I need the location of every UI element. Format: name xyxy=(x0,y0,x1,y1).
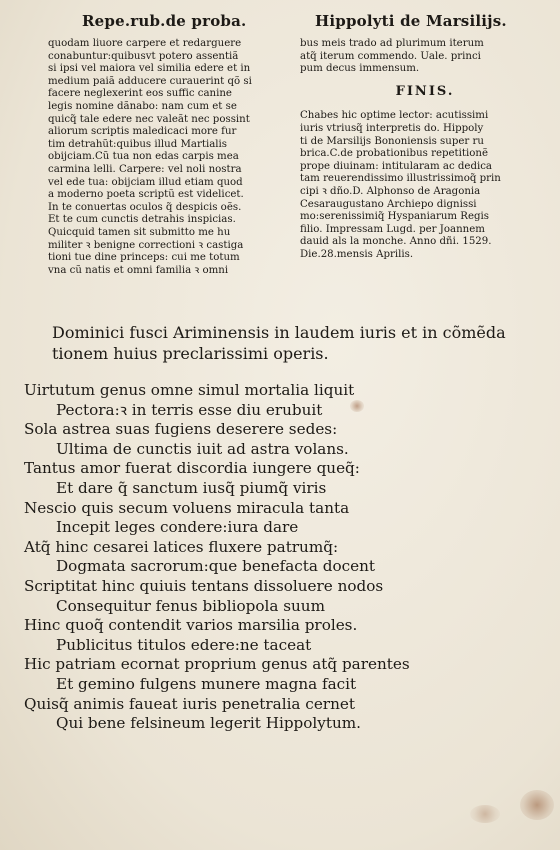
left-line: quicq̃ tale edere nec valeãt nec possint xyxy=(48,113,250,125)
right-line: atq̃ iterum commendo. Uale. princi xyxy=(300,50,481,62)
water-stain xyxy=(470,805,500,823)
verse-line: Incepit leges condere:iura dare xyxy=(56,518,299,537)
water-stain xyxy=(520,790,554,820)
verse-line: Tantus amor fuerat discordia iungere queq̃: xyxy=(24,459,360,478)
finis-mark: FINIS. xyxy=(395,83,455,99)
left-line: medium paiã adducere curauerint qõ si xyxy=(48,75,252,87)
running-header-right: Hippolyti de Marsilijs. xyxy=(315,12,507,30)
colophon-line: Chabes hic optime lector: acutissimi xyxy=(300,110,489,122)
poem-verses xyxy=(24,381,544,734)
left-line: Et te cum cunctis detrahis inspicias. xyxy=(48,214,236,226)
poem-heading xyxy=(52,322,552,364)
left-line: si ipsi vel maiora vel similia edere et in xyxy=(48,63,251,75)
left-line: facere neglexerint eos suffic canine xyxy=(48,88,232,100)
left-line: Quicquid tamen sit submitto me hu xyxy=(48,226,231,238)
verse-line: Nescio quis secum voluens miracula tanta xyxy=(24,498,350,517)
left-line: obijciam.Cũ tua non edas carpis mea xyxy=(48,151,239,163)
verse-line: Atq̃ hinc cesarei latices fluxere patrumq̃: xyxy=(24,537,339,556)
colophon-line: dauid als la monche. Anno dñi. 1529. xyxy=(300,236,492,248)
verse-line: Sola astrea suas fugiens deserere sedes: xyxy=(24,420,338,439)
right-text-column xyxy=(300,38,550,262)
verse-line: Hic patriam ecornat proprium genus atq̃ parentes xyxy=(24,655,410,674)
verse-line: Et dare q̃ sanctum iusq̃ piumq̃ viris xyxy=(56,478,327,497)
left-line: carmina lelli. Carpere: vel noli nostra xyxy=(48,163,242,175)
poem-heading-line: tionem huius preclarissimi operis. xyxy=(52,344,329,363)
left-line: tim detrahũt:quibus illud Martialis xyxy=(48,138,228,150)
colophon-line: Die.28.mensis Aprilis. xyxy=(300,248,414,260)
left-line: legis nomine dãnabo: nam cum et se xyxy=(48,100,237,112)
colophon-line: brica.C.de probationibus repetitionẽ xyxy=(300,148,488,160)
colophon-line: iuris vtriusq̃ interpretis do. Hippoly xyxy=(300,122,484,134)
verse-line: Scriptitat hinc quiuis tentans dissoluere nodos xyxy=(24,576,384,595)
colophon-line: tam reuerendissimo illustrissimoq̃ prin xyxy=(300,173,501,185)
verse-line: Consequitur fenus bibliopola suum xyxy=(56,596,325,615)
verse-line: Ultima de cunctis iuit ad astra volans. xyxy=(56,439,349,458)
left-line: In te conuertas oculos q̃ despicis oẽs. xyxy=(48,201,242,213)
verse-line: Dogmata sacrorum:que benefacta docent xyxy=(56,557,376,576)
verse-line: Hinc quoq̃ contendit varios marsilia proles. xyxy=(24,616,358,635)
ink-stain xyxy=(350,400,364,412)
colophon-line: Cesaraugustano Archiepo dignissi xyxy=(300,198,477,210)
right-line: pum decus immensum. xyxy=(300,63,420,75)
running-header-left: Repe.rub.de proba. xyxy=(82,12,247,30)
left-line: tioni tue dine princeps: cui me totum xyxy=(48,252,240,264)
colophon-line: ti de Marsilijs Bononiensis super ru xyxy=(300,135,484,147)
left-line: a moderno poeta scriptũ est videlicet. xyxy=(48,189,244,201)
colophon-line: mo:serenissimiq̃ Hyspaniarum Regis xyxy=(300,211,489,223)
verse-line: Publicitus titulos edere:ne taceat xyxy=(56,635,312,654)
verse-line: Qui bene felsineum legerit Hippolytum. xyxy=(56,714,361,733)
colophon-line: filio. Impressam Lugd. per Joannem xyxy=(300,223,485,235)
left-line: militer ꝛ benigne correctioni ꝛ castiga xyxy=(48,239,244,251)
left-line: vna cũ natis et omni familia ꝛ omni xyxy=(48,264,229,276)
left-text-column xyxy=(48,38,284,277)
left-line: vel ede tua: obijciam illud etiam quod xyxy=(48,176,243,188)
left-line: quodam liuore carpere et redarguere xyxy=(48,38,242,49)
verse-line: Et gemino fulgens munere magna facit xyxy=(56,674,357,693)
verse-line: Quisq̃ animis faueat iuris penetralia cernet xyxy=(24,694,355,713)
poem-heading-line: Dominici fusci Ariminensis in laudem iuris et in cõmẽda xyxy=(52,323,506,342)
right-line: bus meis trado ad plurimum iterum xyxy=(300,38,484,49)
colophon-line: prope diuinam: intitularam ac dedica xyxy=(300,160,493,172)
colophon-line: cipi ꝛ dño.D. Alphonso de Aragonia xyxy=(300,185,481,197)
verse-line: Pectora:ꝛ in terris esse diu erubuit xyxy=(56,400,323,419)
left-line: aliorum scriptis maledicaci more fur xyxy=(48,126,237,138)
left-line: conabuntur:quibusvt potero assentiã xyxy=(48,50,239,62)
verse-line: Uirtutum genus omne simul mortalia liquit xyxy=(24,381,355,399)
